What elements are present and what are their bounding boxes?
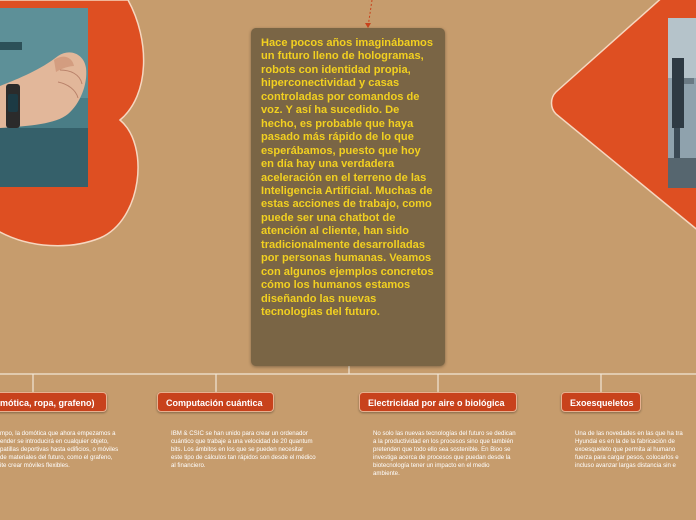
exoskeleton-image (668, 18, 696, 188)
wrist-wearable-image (0, 8, 88, 187)
topic-computacion-cuantica-description: IBM & CSIC se han unido para crear un ordenador cuántico que trabaje a una velocidad de 20 quantum bits. Los ámbitos en los que se pueden necesitar este tipo de cálculos tan rápidos son desde el médico al financiero. (171, 430, 316, 469)
topic-exoesqueletos[interactable]: Exoesqueletos (561, 392, 641, 412)
central-topic[interactable]: Hace pocos años imaginábamos un futuro lleno de hologramas, robots con identidad propia, hiperconectividad y casas controladas por comandos de voz. Y así ha sucedido. De hecho, es probable que haya pasado más rápido de lo que esperábamos, puesto que hoy en día hay una verdadera aceleración en el terreno de las Inteligencia Artificial. Muchas de estas acciones de trabajo, como puede ser una chatbot de atención al cliente, han sido tradicionalmente desarrolladas por personas humanas. Veamos con algunos ejemplos concretos cómo los humanos estamos diseñando las nuevas tecnologías del futuro. (251, 28, 445, 366)
top-dashed-connector (368, 0, 372, 27)
topic-domotica-description: mpo, la domótica que ahora empezamos a ender se introducirá en cualquier objeto, patillas deportivas hasta edificios, o móviles de materiales del futuro, como el grafeno, ite crear móviles flexibles. (0, 430, 119, 469)
topic-exoesqueletos-description: Una de las novedades en las que ha tra Hyundai es en la de la fabricación de exoesqueleto que permita al humano fuerza para cargar pesos, colocarlos e incluso avanzar largas distancia sin e (575, 430, 683, 469)
topic-domotica[interactable]: mótica, ropa, grafeno) (0, 392, 107, 412)
topic-electricidad-description: No solo las nuevas tecnologías del futuro se dedican a la productividad en los procesos sino que también pretenden que todo ello sea sostenible. En Bioo se investiga acerca de procesos que puedan desde la biotecnología tener un impacto en el medio ambiente. (373, 430, 516, 477)
topic-computacion-cuantica[interactable]: Computación cuántica (157, 392, 274, 412)
topic-electricidad[interactable]: Electricidad por aire o biológica (359, 392, 517, 412)
